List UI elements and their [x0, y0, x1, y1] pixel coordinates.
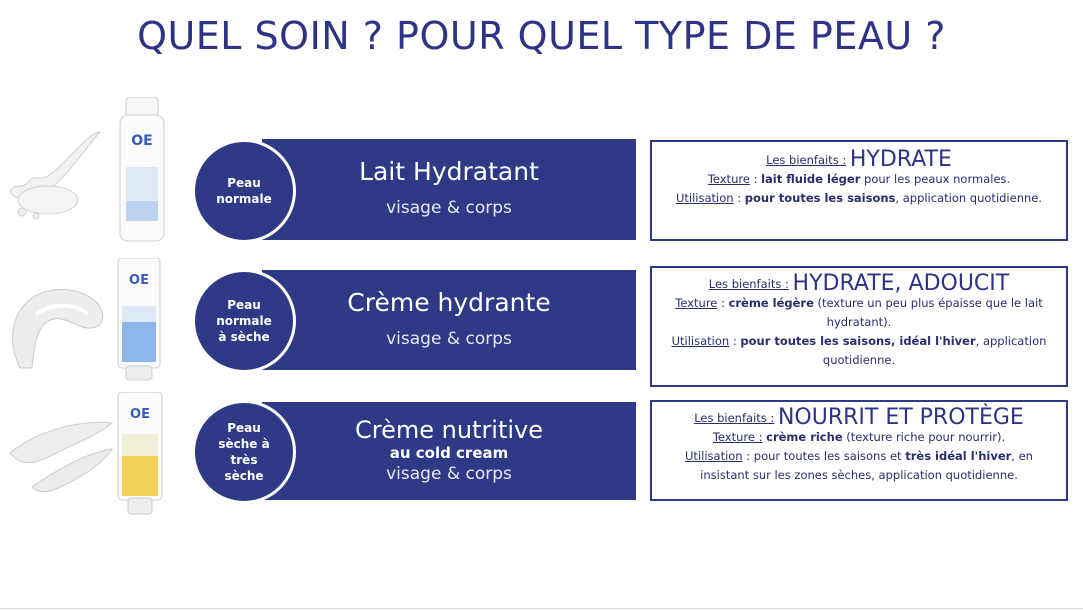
use-value: très idéal l'hiver [905, 449, 1012, 463]
creme-hydrante-tube-image [114, 258, 164, 382]
skin-type-badge [192, 400, 296, 504]
texture-label: Texture [707, 172, 750, 186]
page-title: QUEL SOIN ? POUR QUEL TYPE DE PEAU ? [137, 14, 946, 58]
benefits-box-creme-hydrante: Les bienfaits : HYDRATE, ADOUCIT Texture : crème légère (texture un peu plus épaisse que le lait hydratant). Utilisation : pour toutes les saisons, idéal l'hiver, application quotidienne. [650, 266, 1068, 387]
use-value: pour toutes les saisons [744, 191, 896, 205]
texture-detail: pour les peaux normales. [860, 172, 1011, 186]
skin-type-label: Peau sèche à très sèche [218, 421, 270, 483]
benefits-value: HYDRATE, ADOUCIT [792, 271, 1010, 296]
benefits-label: Les bienfaits : [708, 277, 789, 291]
skin-type-label: Peau normale à sèche [216, 298, 272, 344]
use-prefix: : pour toutes les saisons et [742, 449, 906, 463]
texture-label: Texture : [712, 430, 763, 444]
use-label: Utilisation [675, 191, 734, 205]
product-name: Crème nutritive [354, 416, 544, 444]
skin-type-label: Peau normale [216, 176, 272, 206]
usage-area: visage & corps [386, 329, 512, 349]
cream-smear-image [2, 405, 114, 515]
skin-type-badge [192, 269, 296, 373]
benefits-box-lait: Les bienfaits : HYDRATE Texture : lait fluide léger pour les peaux normales. Utilisation : pour toutes les saisons, application quotidienne. [650, 140, 1068, 241]
benefits-label: Les bienfaits : [766, 153, 847, 167]
use-label: Utilisation [671, 334, 730, 348]
texture-value: crème légère [728, 296, 814, 310]
lait-bottle-image [114, 97, 170, 245]
product-subtitle: au cold cream [389, 444, 509, 462]
product-band-creme-hydrante [262, 270, 636, 370]
use-detail: , application quotidienne. [895, 191, 1043, 205]
product-name: Crème hydrante [347, 288, 551, 317]
use-value: pour toutes les saisons, idéal l'hiver [740, 334, 976, 348]
creme-nutritive-tube-image [114, 392, 166, 516]
use-detail: , en insistant sur les zones sèches, application quotidienne. [700, 449, 1033, 482]
brand-logo: OE [130, 407, 150, 422]
texture-value: crème riche [766, 430, 843, 444]
product-name: Lait Hydratant [359, 157, 539, 186]
cream-swirl-image [2, 268, 114, 378]
texture-detail: (texture un peu plus épaisse que le lait hydratant). [813, 296, 1043, 329]
benefits-label: Les bienfaits : [694, 411, 775, 425]
texture-detail: (texture riche pour nourrir). [842, 430, 1006, 444]
benefits-value: NOURRIT ET PROTÈGE [777, 405, 1024, 430]
usage-area: visage & corps [386, 464, 512, 484]
usage-area: visage & corps [386, 198, 512, 218]
milk-splash-image [2, 128, 114, 238]
use-label: Utilisation [685, 449, 743, 463]
brand-logo: OE [129, 273, 149, 288]
skin-type-badge [192, 139, 296, 243]
benefits-value: HYDRATE [849, 147, 952, 172]
brand-logo: OE [131, 133, 153, 149]
benefits-box-creme-nutritive [650, 400, 1068, 501]
use-detail: , application quotidienne. [822, 334, 1047, 367]
bottom-divider [0, 608, 1083, 609]
texture-label: Texture [675, 296, 718, 310]
product-band-creme-nutritive [262, 402, 636, 500]
product-band-lait [262, 139, 636, 240]
texture-value: lait fluide léger [761, 172, 861, 186]
